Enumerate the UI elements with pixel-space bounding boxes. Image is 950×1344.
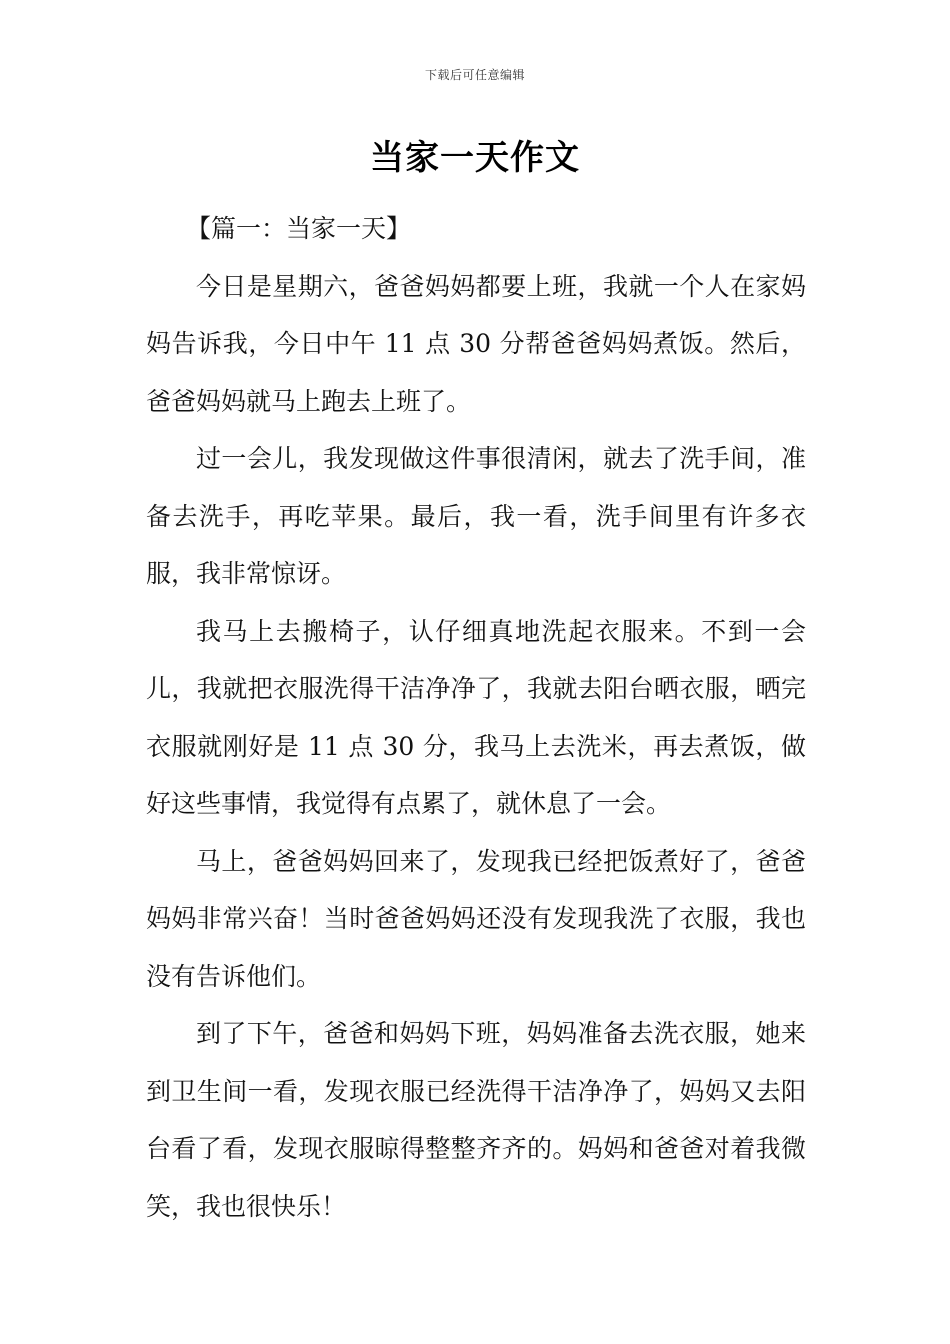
document-title: 当家一天作文	[370, 138, 580, 178]
paragraph: 我马上去搬椅子，认仔细真地洗起衣服来。不到一会儿，我就把衣服洗得干洁净净了，我就去阳台晒衣服，晒完衣服就刚好是 11 点 30 分，我马上去洗米，再去煮饭，做好这些事情，我觉得有点累了，就休息了一会。	[146, 616, 806, 818]
document-body	[146, 200, 806, 1235]
header-note: 下载后可任意编辑	[424, 68, 525, 82]
paragraph: 到了下午，爸爸和妈妈下班，妈妈准备去洗衣服，她来到卫生间一看，发现衣服已经洗得干洁净净了，妈妈又去阳台看了看，发现衣服晾得整整齐齐的。妈妈和爸爸对着我微笑，我也很快乐！	[146, 1019, 806, 1221]
paragraph: 马上，爸爸妈妈回来了，发现我已经把饭煮好了，爸爸妈妈非常兴奋！当时爸爸妈妈还没有发现我洗了衣服，我也没有告诉他们。	[146, 846, 806, 991]
paragraph: 过一会儿，我发现做这件事很清闲，就去了洗手间，准备去洗手，再吃苹果。最后，我一看，洗手间里有许多衣服，我非常惊讶。	[146, 444, 806, 588]
paragraph: 今日是星期六，爸爸妈妈都要上班，我就一个人在家妈妈告诉我，今日中午 11 点 30 分帮爸爸妈妈煮饭。然后，爸爸妈妈就马上跑去上班了。	[146, 271, 806, 416]
section-heading: 【篇一：当家一天】	[186, 214, 412, 243]
